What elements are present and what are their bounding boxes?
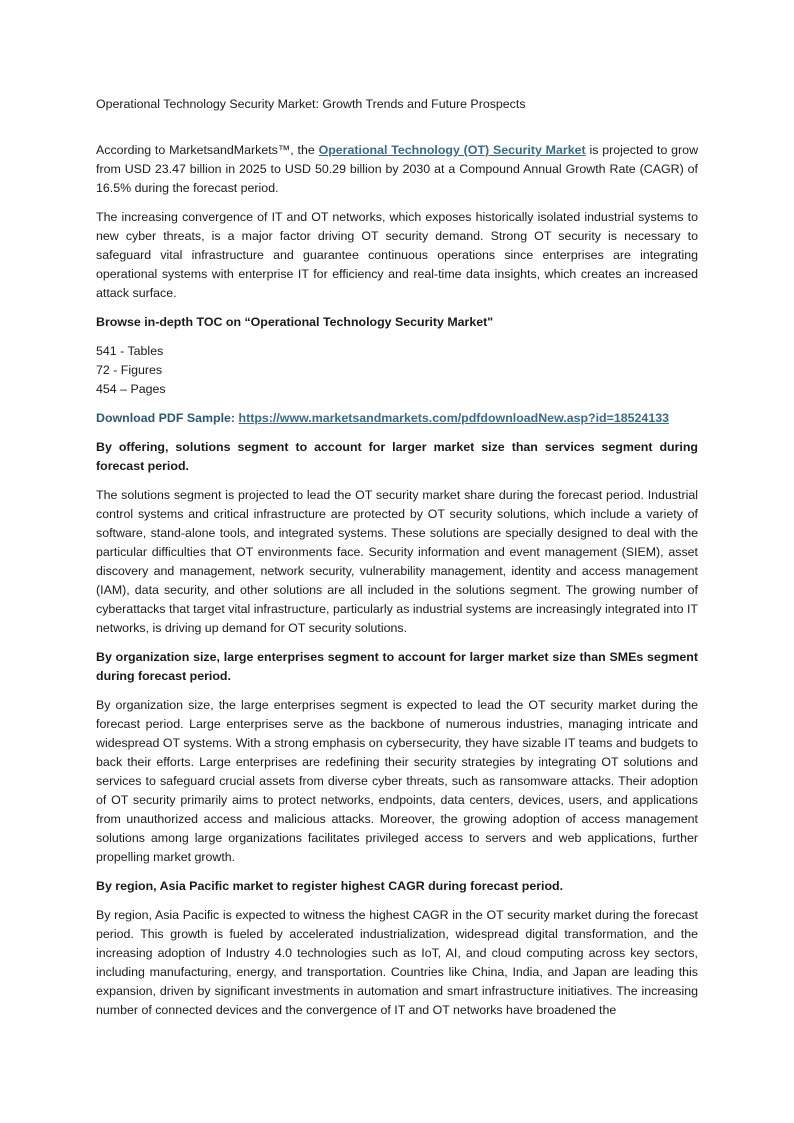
toc-item-tables: 541 - Tables bbox=[96, 344, 164, 358]
toc-item-pages: 454 – Pages bbox=[96, 382, 166, 396]
toc-heading: Browse in-depth TOC on “Operational Technology Security Market" bbox=[96, 315, 494, 329]
document-title: Operational Technology Security Market: Growth Trends and Future Prospects bbox=[96, 97, 526, 111]
drivers-paragraph: The increasing convergence of IT and OT networks, which exposes historically isolated industrial systems to new cyber threats, is a major factor driving OT security demand. Strong OT security is necessary to safeguard vital infrastructure and guarantee continuous operations since enterprises are integrating operational systems with enterprise IT for efficiency and real-time data insights, which creates an increased attack surface. bbox=[96, 210, 698, 300]
ot-security-market-link[interactable]: Operational Technology (OT) Security Market bbox=[318, 143, 586, 157]
document-body bbox=[96, 95, 698, 1030]
download-pdf-link[interactable]: https://www.marketsandmarkets.com/pdfdownloadNew.asp?id=18524133 bbox=[238, 411, 669, 425]
toc-item-figures: 72 - Figures bbox=[96, 363, 163, 377]
download-label: Download PDF Sample: bbox=[96, 411, 239, 425]
intro-text-after: is projected to grow from USD 23.47 billion in 2025 to USD 50.29 billion by 2030 at a Compound Annual Growth Rate (CAGR) of 16.5% during the forecast period. bbox=[96, 143, 699, 195]
toc-list bbox=[96, 342, 698, 399]
region-heading: By region, Asia Pacific market to register highest CAGR during forecast period. bbox=[96, 879, 564, 893]
region-paragraph: By region, Asia Pacific is expected to witness the highest CAGR in the OT security market during the forecast period. This growth is fueled by accelerated industrialization, widespread digital transformation, and the increasing adoption of Industry 4.0 technologies such as IoT, AI, and cloud computing across key sectors, including manufacturing, energy, and transportation. Countries like China, India, and Japan are leading this expansion, driven by significant investments in automation and smart infrastructure initiatives. The increasing number of connected devices and the convergence of IT and OT networks have broadened the bbox=[96, 908, 698, 1017]
organization-size-heading: By organization size, large enterprises segment to account for larger market size than SMEs segment during forecast period. bbox=[96, 650, 698, 683]
offering-heading: By offering, solutions segment to account for larger market size than services segment during forecast period. bbox=[96, 440, 698, 473]
intro-paragraph bbox=[96, 141, 698, 198]
organization-size-paragraph: By organization size, the large enterprises segment is expected to lead the OT security market during the forecast period. Large enterprises serve as the backbone of numerous industries, managing intricate and widespread OT systems. With a strong emphasis on cybersecurity, they have sizable IT teams and budgets to back their efforts. Large enterprises are redefining their security strategies by integrating OT solutions and services to safeguard crucial assets from diverse cyber threats, such as ransomware attacks. Their adoption of OT security primarily aims to protect networks, endpoints, data centers, devices, users, and applications from unauthorized access and malicious attacks. Moreover, the growing adoption of access management solutions among large organizations facilitates privileged access to servers and web applications, further propelling market growth. bbox=[96, 698, 698, 864]
offering-paragraph: The solutions segment is projected to lead the OT security market share during the forecast period. Industrial control systems and critical infrastructure are protected by OT security solutions, which include a variety of software, stand-alone tools, and integrated systems. These solutions are specially designed to deal with the particular difficulties that OT environments face. Security information and event management (SIEM), asset discovery and management, network security, vulnerability management, identity and access management (IAM), data security, and other solutions are all included in the solutions segment. The growing number of cyberattacks that target vital infrastructure, particularly as industrial systems are increasingly integrated into IT networks, is driving up demand for OT security solutions. bbox=[96, 488, 698, 635]
download-sample-line bbox=[96, 409, 698, 428]
intro-text-before: According to MarketsandMarkets™, the bbox=[96, 143, 319, 157]
